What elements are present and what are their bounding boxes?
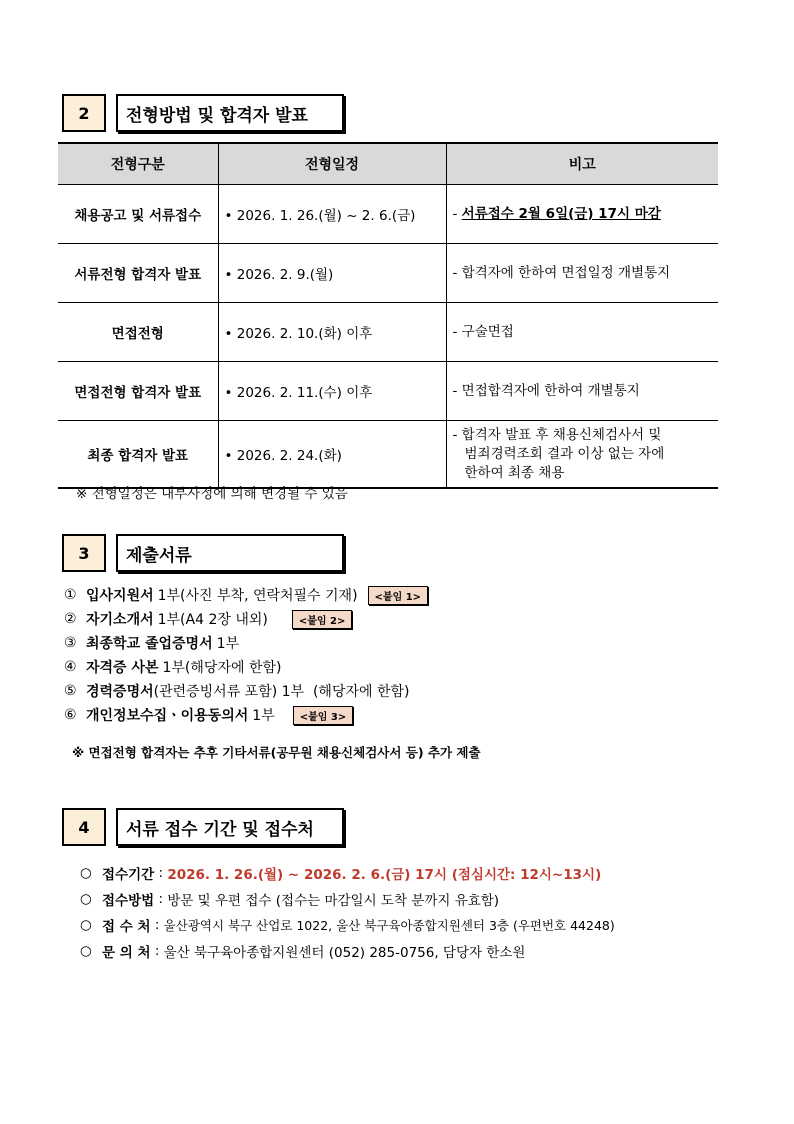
note-cell: - 면접합격자에 한하여 개별통지 xyxy=(446,362,718,421)
stage-cell: 서류전형 합격자 발표 xyxy=(58,244,218,303)
note-cell: - 서류접수 2월 6일(금) 17시 마감 xyxy=(446,185,718,244)
attachment-badge: <붙임 2> xyxy=(292,610,353,629)
section-2-header xyxy=(62,94,344,132)
section-title: 전형방법 및 합격자 발표 xyxy=(116,94,344,132)
section-title: 제출서류 xyxy=(116,534,344,572)
table-row xyxy=(58,421,718,489)
stage-cell: 채용공고 및 서류접수 xyxy=(58,185,218,244)
date-cell: • 2026. 2. 10.(화) 이후 xyxy=(218,303,446,362)
list-item: ① 입사지원서 1부(사진 부착, 연락처필수 기재) <붙임 1> xyxy=(64,584,428,606)
section-number: 2 xyxy=(62,94,106,132)
period-value: 2026. 1. 26.(월) ~ 2026. 2. 6.(금) 17시 (점심시간: 12시~13시) xyxy=(167,867,602,883)
section-number: 4 xyxy=(62,808,106,846)
date-cell: • 2026. 2. 11.(수) 이후 xyxy=(218,362,446,421)
section-3-header xyxy=(62,534,344,572)
list-item: ④ 자격증 사본 1부(해당자에 한함) xyxy=(64,659,282,676)
table-row xyxy=(58,244,718,303)
section-title: 서류 접수 기간 및 접수처 xyxy=(116,808,344,846)
deadline-text: 서류접수 2월 6일(금) 17시 마감 xyxy=(461,205,661,222)
stage-cell: 면접전형 합격자 발표 xyxy=(58,362,218,421)
column-header: 전형구분 xyxy=(58,143,218,185)
attachment-badge: <붙임 3> xyxy=(293,706,354,725)
list-item: ② 자기소개서 1부(A4 2장 내외) <붙임 2> xyxy=(64,608,428,630)
section-number: 3 xyxy=(62,534,106,572)
documents-note: ※ 면접전형 합격자는 추후 기타서류(공무원 채용신체검사서 등) 추가 제출 xyxy=(72,745,481,760)
document-list xyxy=(64,584,428,728)
date-cell: • 2026. 2. 24.(화) xyxy=(218,421,446,489)
list-item: ⑤ 경력증명서 (관련증빙서류 포함) 1부 (해당자에 한함) xyxy=(64,683,410,700)
table-row xyxy=(58,362,718,421)
attachment-badge: <붙임 1> xyxy=(368,586,429,605)
list-item: ○ 접수기간 : 2026. 1. 26.(월) ~ 2026. 2. 6.(금) 17시 (점심시간: 12시~13시) xyxy=(80,865,602,883)
table-header-row xyxy=(58,143,718,185)
column-header: 비고 xyxy=(446,143,718,185)
table-row xyxy=(58,303,718,362)
section-4-header xyxy=(62,808,344,846)
list-item: ③ 최종학교 졸업증명서 1부 xyxy=(64,635,240,652)
note-cell: - 합격자에 한하여 면접일정 개별통지 xyxy=(446,244,718,303)
list-item: ○ 접 수 처 : 울산광역시 북구 산업로 1022, 울산 북구육아종합지원센터 3층 (우편번호 44248) xyxy=(80,917,615,935)
list-item: ⑥ 개인정보수집ㆍ이용동의서 1부 <붙임 3> xyxy=(64,704,428,726)
list-item: ○ 문 의 처 : 울산 북구육아종합지원센터 (052) 285-0756, 담당자 한소원 xyxy=(80,943,526,961)
note-cell: - 합격자 발표 후 채용신체검사서 및 범죄경력조회 결과 이상 없는 자에 한하여 최종 채용 xyxy=(446,421,718,489)
column-header: 전형일정 xyxy=(218,143,446,185)
note-cell: - 구술면접 xyxy=(446,303,718,362)
stage-cell: 면접전형 xyxy=(58,303,218,362)
date-cell: • 2026. 1. 26.(월) ~ 2. 6.(금) xyxy=(218,185,446,244)
table-row xyxy=(58,185,718,244)
date-cell: • 2026. 2. 9.(월) xyxy=(218,244,446,303)
submission-info xyxy=(80,860,615,964)
stage-cell: 최종 합격자 발표 xyxy=(58,421,218,489)
schedule-table xyxy=(58,142,718,489)
list-item: ○ 접수방법 : 방문 및 우편 접수 (접수는 마감일시 도착 분까지 유효함) xyxy=(80,891,500,909)
schedule-note: ※ 전형일정은 내부사정에 의해 변경될 수 있음 xyxy=(76,486,348,502)
